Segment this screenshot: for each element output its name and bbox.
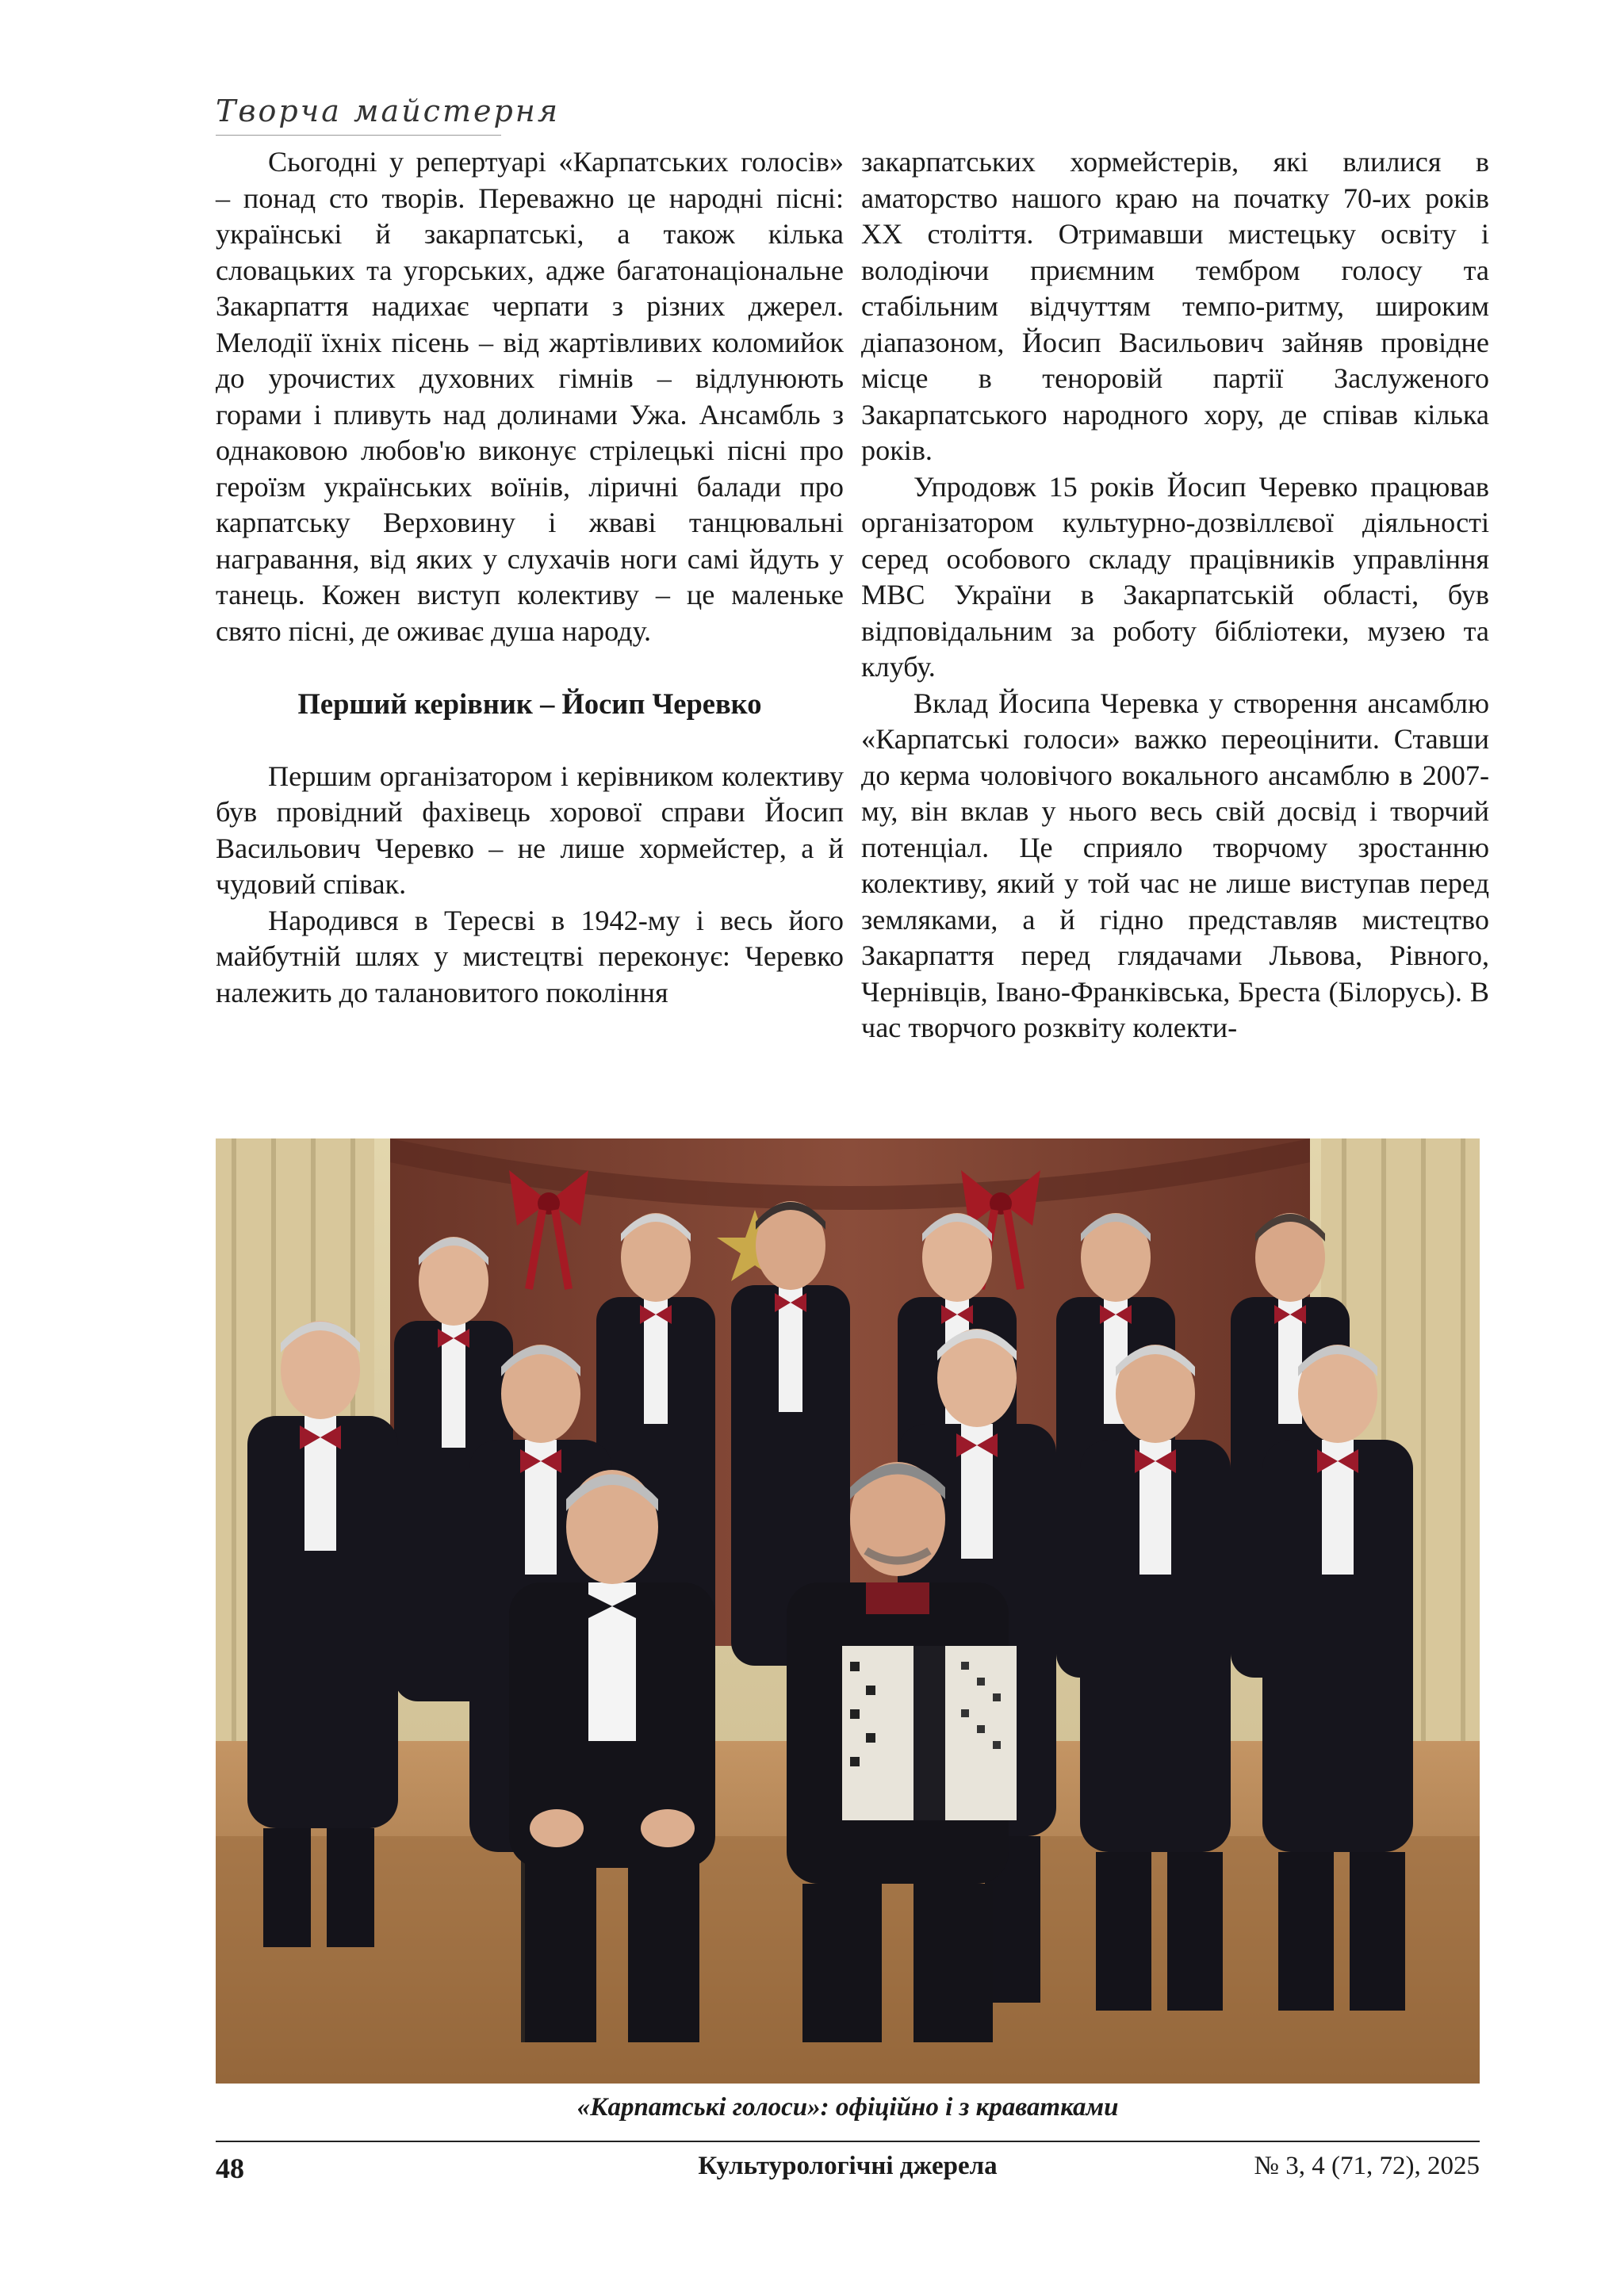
right-paragraph-2: Упродовж 15 років Йосип Черевко працював організатором культурно-дозвіллєвої діяльності серед особового складу працівників управління МВС України в Закарпатській області, був відповідальним за роботу бібліотеки, музею та клубу. <box>861 470 1489 683</box>
ensemble-photo <box>216 1138 1480 2084</box>
left-paragraph-2: Першим організатором і керівником колективу був провідний фахівець хорової справи Йосип Васильович Черевко – не лише хормейстер, а й чудовий співак. <box>216 760 844 900</box>
page-number: 48 <box>216 2152 244 2184</box>
running-head-rule <box>216 135 501 136</box>
running-head: Творча майстерня <box>216 94 560 128</box>
issue-number: № 3, 4 (71, 72), 2025 <box>1254 2152 1480 2180</box>
journal-title: Культурологічні джерела <box>698 2152 998 2180</box>
right-paragraph-3: Вклад Йосипа Черевка у створення ансамблю «Карпатські голоси» важко переоцінити. Ставши до керма чоловічого вокального ансамблю в 2007-му, він вклав у нього весь свій досвід і творчий потенціал. Це сприяло творчому зростанню колективу, який у той час не лише виступав перед земляками, а й гідно представляв мистецтво Закарпаття перед глядачами Львова, Рівного, Чернівців, Івано-Франківська, Бреста (Білорусь). В час творчого розквіту колекти- <box>861 687 1489 1043</box>
footer-rule <box>216 2141 1480 2142</box>
page-footer <box>216 2152 1480 2191</box>
right-paragraph-1: закарпатських хормейстерів, які влилися в аматорство нашого краю на початку 70-их років XX століття. Отримавши мистецьку освіту і володіючи приємним тембром голосу та стабільним відчуттям темпо-ритму, широким діапазоном, Йосип Васильович зайняв провідне місце в теноровій партії Заслуженого Закарпатського народного хору, де співав кілька років. <box>861 146 1489 466</box>
left-column <box>216 144 844 1011</box>
section-heading: Перший керівник – Йосип Черевко <box>297 687 762 720</box>
accordion <box>842 1646 1017 1820</box>
ensemble-photo-illustration <box>216 1138 1480 2084</box>
photo-caption: «Карпатські голоси»: офіційно і з краватками <box>576 2093 1119 2122</box>
right-column <box>861 144 1489 1047</box>
left-paragraph-3: Народився в Тересві в 1942-му і весь його майбутній шлях у мистецтві переконує: Черевко належить до талановитого покоління <box>216 904 844 1008</box>
left-paragraph-1: Сьогодні у репертуарі «Карпатських голосів» – понад сто творів. Переважно це народні пісні: українські й закарпатські, а також кілька словацьких та угорських, адже багатонаціональне Закарпаття надихає черпати з різних джерел. Мелодії їхніх пісень – від жартівливих коломийок до урочистих духовних гімнів – відлунюють горами і пливуть над долинами Ужа. Ансамбль з однаковою любов'ю виконує стрілецькі пісні про героїзм українських воїнів, ліричні балади про карпатську Верховину і жваві танцювальні награвання, від яких у слухачів ноги самі йдуть у танець. Кожен виступ колективу – це маленьке свято пісні, де оживає душа народу. <box>216 146 844 647</box>
